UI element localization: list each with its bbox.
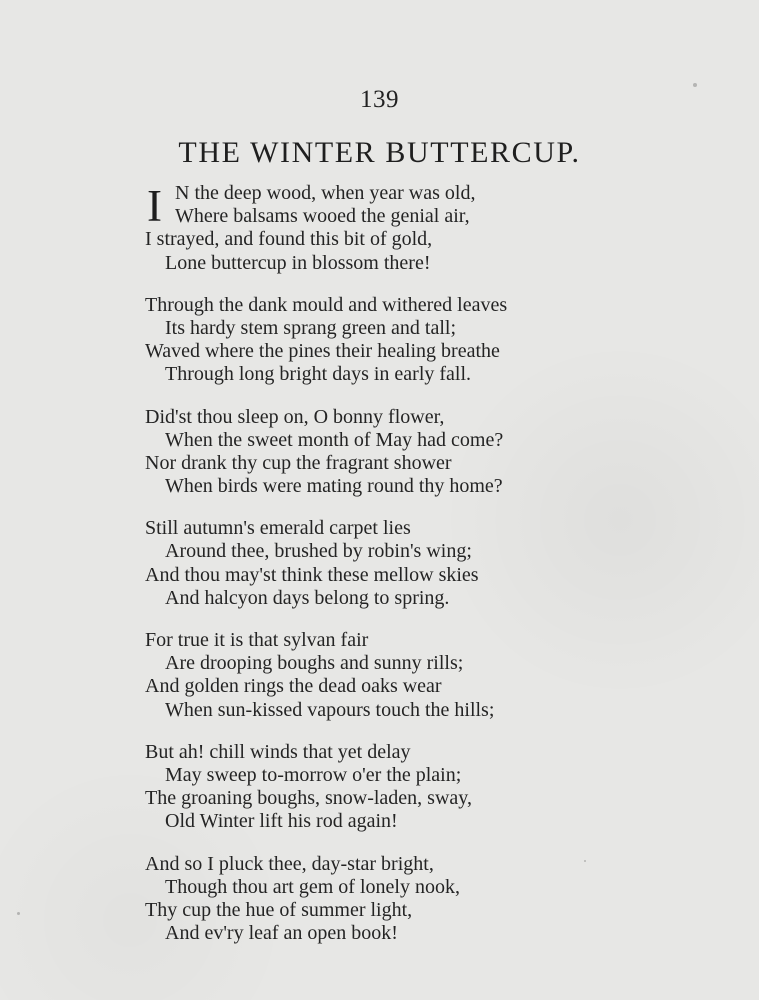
first-line-text: N the deep wood, when year was old, — [175, 182, 476, 204]
poem-line: Through the dank mould and withered leaves — [145, 293, 508, 316]
poem-line: Nor drank thy cup the fragrant shower — [145, 451, 452, 474]
stanza — [145, 629, 605, 722]
poem-line: When the sweet month of May had come? — [165, 428, 504, 451]
poem-line: Waved where the pines their healing breathe — [145, 340, 500, 363]
poem-line: And halcyon days belong to spring. — [165, 586, 450, 609]
poem-line: For true it is that sylvan fair — [145, 629, 369, 651]
stanza — [145, 741, 605, 834]
stanza — [145, 294, 605, 387]
poem-line: I strayed, and found this bit of gold, — [145, 228, 433, 251]
poem-line: Around thee, brushed by robin's wing; — [165, 540, 472, 563]
drop-cap: I — [147, 181, 162, 231]
poem-line: Where balsams wooed the genial air, — [175, 205, 470, 228]
poem-line: Are drooping boughs and sunny rills; — [165, 652, 464, 675]
poem-line: Thy cup the hue of summer light, — [145, 898, 413, 921]
poem-line: May sweep to-morrow o'er the plain; — [165, 763, 462, 786]
poem-line: And thou may'st think these mellow skies — [145, 563, 479, 586]
poem-line: Lone buttercup in blossom there! — [165, 251, 431, 274]
poem-line: Though thou art gem of lonely nook, — [165, 875, 460, 898]
poem-line: Still autumn's emerald carpet lies — [145, 517, 411, 540]
poem-line: Its hardy stem sprang green and tall; — [165, 316, 457, 339]
poem-line: And ev'ry leaf an open book! — [165, 922, 398, 945]
poem-line: Did'st thou sleep on, O bonny flower, — [145, 405, 445, 428]
poem-line: And so I pluck thee, day-star bright, — [145, 852, 434, 875]
poem-line: When birds were mating round thy home? — [165, 475, 503, 498]
poem-line: But ah! chill winds that yet delay — [145, 740, 411, 763]
stanza — [145, 853, 605, 946]
poem-body — [145, 182, 605, 964]
poem-line: And golden rings the dead oaks wear — [145, 675, 442, 698]
poem-title: THE WINTER BUTTERCUP. — [178, 136, 581, 169]
page-number: 139 — [360, 86, 399, 113]
poem-line: Through long bright days in early fall. — [165, 363, 472, 386]
stanza — [145, 406, 605, 499]
paper-speck — [17, 912, 20, 915]
poem-line: The groaning boughs, snow-laden, sway, — [145, 787, 472, 810]
stanza — [145, 182, 605, 275]
poem-line: Old Winter lift his rod again! — [165, 810, 398, 833]
poem-line: When sun-kissed vapours touch the hills; — [165, 698, 495, 721]
stanza — [145, 517, 605, 610]
